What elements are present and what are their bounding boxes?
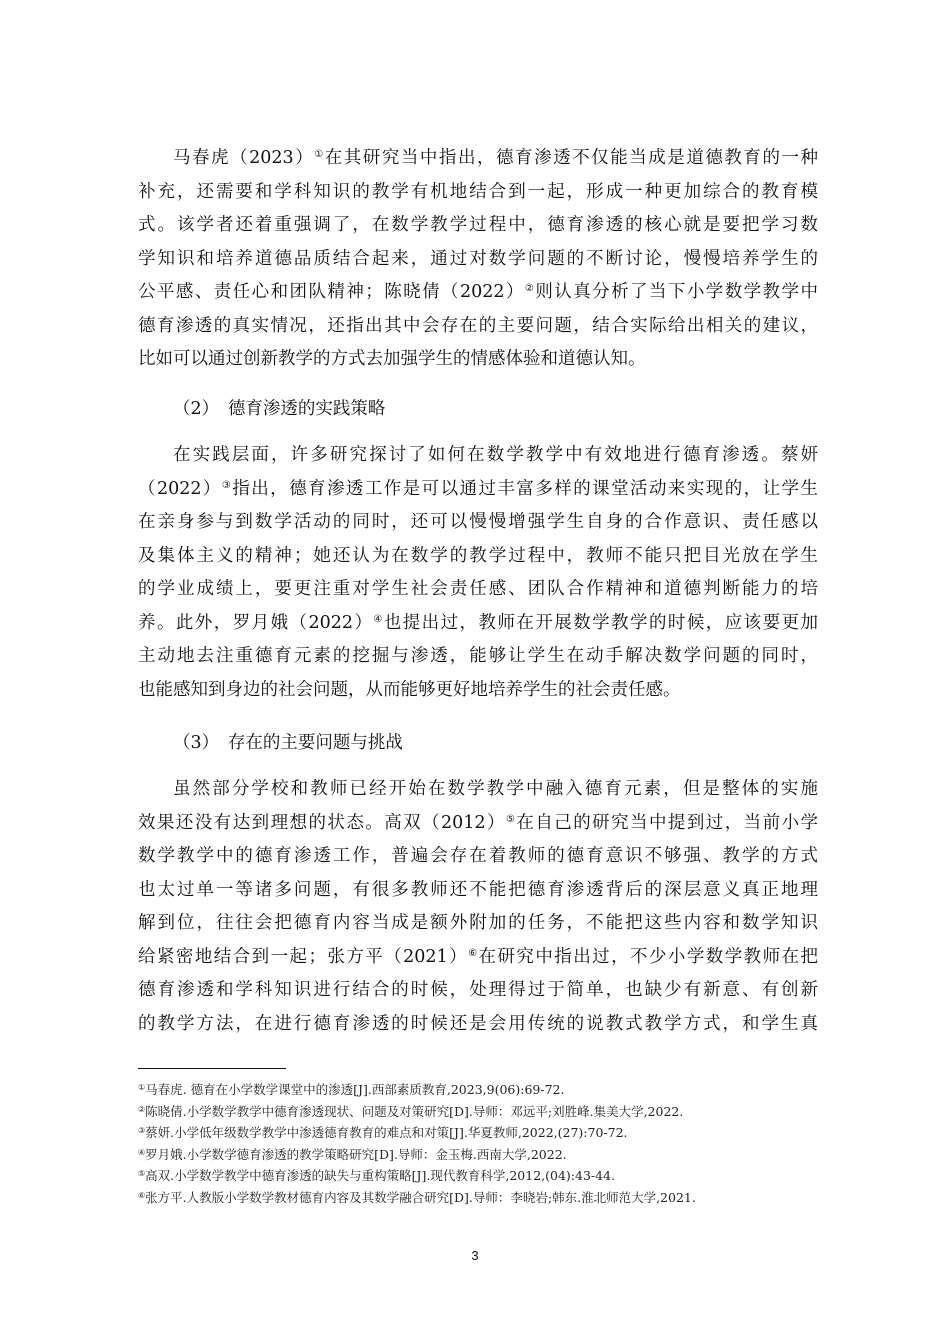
footnote-item: ③蔡妍.小学低年级数学教学中渗透德育教育的难点和对策[J].华夏教师,2022,(27):70-72. <box>138 1125 628 1140</box>
paragraph-line: 解到位，往往会把德育内容当成是额外附加的任务，不能把这些内容和数学知识 <box>138 913 818 933</box>
footnote-ref-6[interactable]: ⑥ <box>468 947 479 959</box>
paragraph-line: 式。该学者还着重强调了，在数学教学过程中，德育渗透的核心就是要把学习数 <box>138 215 818 235</box>
paragraph-line: 比如可以通过创新教学的方式去加强学生的情感体验和道德认知。 <box>138 349 646 369</box>
paragraph-line: 虽然部分学校和教师已经开始在数学教学中融入德育元素，但是整体的实施 <box>173 779 818 799</box>
paragraph-line: 主动地去注重德育元素的挖掘与渗透，能够让学生在动手解决数学问题的同时， <box>138 646 818 666</box>
paragraph-line: 效果还没有达到理想的状态。高双（2012）⑤在自己的研究当中提到过，当前小学 <box>138 812 818 833</box>
page-number: 3 <box>471 1248 479 1263</box>
footnote-item: ②陈晓倩.小学数学教学中德育渗透现状、问题及对策研究[D].导师：邓远平;刘胜峰.集美大学,2022. <box>138 1103 684 1119</box>
paragraph-line: 的学业成绩上，要更注重对学生社会责任感、团队合作精神和道德判断能力的培 <box>138 579 818 599</box>
paragraph-line: 马春虎（2023）①在其研究当中指出，德育渗透不仅能当成是道德教育的一种 <box>173 148 819 168</box>
paragraph-line: 德育渗透的真实情况，还指出其中会存在的主要问题，结合实际给出相关的建议， <box>138 315 818 336</box>
footnote-separator <box>138 1068 286 1069</box>
paragraph-line: 公平感、责任心和团队精神；陈晓倩（2022）②则认真分析了当下小学数学教学中 <box>138 282 818 302</box>
footnote-mark: ② <box>138 1104 146 1114</box>
footnotes <box>138 1078 828 1207</box>
paragraph-line: 学知识和培养道德品质结合起来，通过对数学问题的不断讨论，慢慢培养学生的 <box>138 248 818 269</box>
footnote-ref-1[interactable]: ① <box>314 149 325 160</box>
footnote-mark: ⑥ <box>138 1190 146 1200</box>
footnote-ref-4[interactable]: ④ <box>373 613 384 625</box>
section-heading-3: （3） 存在的主要问题与挑战 <box>173 733 403 753</box>
paragraph-line: 在亲身参与到数学活动的同时，还可以慢慢增强学生自身的合作意识、责任感以 <box>138 512 818 532</box>
footnote-mark: ③ <box>138 1126 146 1135</box>
footnote-mark: ① <box>138 1083 146 1092</box>
paragraph-line: 给紧密地结合到一起；张方平（2021）⑥在研究中指出过，不少小学数学教师在把 <box>138 946 818 967</box>
section-heading-2: （2） 德育渗透的实践策略 <box>173 399 386 419</box>
paragraph-2 <box>138 439 818 707</box>
footnote-item: ④罗月娥.小学数学德育渗透的教学策略研究[D].导师：金玉梅.西南大学,2022. <box>138 1146 567 1162</box>
paragraph-line: 在实践层面，许多研究探讨了如何在数学教学中有效地进行德育渗透。蔡妍 <box>173 445 818 465</box>
paragraph-3 <box>138 773 818 1041</box>
paragraph-line: 养。此外，罗月娥（2022）④也提出过，教师在开展数学教学的时候，应该要更加 <box>138 612 818 633</box>
footnote-item: ⑤高双.小学数学教学中德育渗透的缺失与重构策略[J].现代教育科学,2012,(04):43-44. <box>138 1168 616 1183</box>
footnote-item: ⑥张方平.人教版小学数学教材德育内容及其数学融合研究[D].导师：李晓岩;韩东.淮北师范大学,2021. <box>138 1189 696 1205</box>
footnote-ref-5[interactable]: ⑤ <box>505 813 517 825</box>
footnote-ref-2[interactable]: ② <box>524 283 536 294</box>
paragraph-line: 及集体主义的精神；她还认为在数学的教学过程中，教师不能只把目光放在学生 <box>138 545 818 566</box>
paragraph-1 <box>138 142 818 377</box>
footnote-mark: ④ <box>138 1147 146 1157</box>
paragraph-line: 数学教学中的德育渗透工作，普遍会存在着教师的德育意识不够强、教学的方式 <box>138 846 818 866</box>
footnote-mark: ⑤ <box>138 1169 146 1178</box>
footnote-ref-3[interactable]: ③ <box>221 479 233 491</box>
footnote-item: ①马春虎. 德育在小学数学课堂中的渗透[J].西部素质教育,2023,9(06):69-72. <box>138 1082 565 1097</box>
paragraph-line: 也能感知到身边的社会问题，从而能够更好地培养学生的社会责任感。 <box>138 679 681 700</box>
paragraph-line: 德育渗透和学科知识进行结合的时候，处理得过于简单，也缺少有新意、有创新 <box>138 980 818 1000</box>
paragraph-line: 也太过单一等诸多问题，有很多教师还不能把德育渗透背后的深层意义真正地理 <box>138 879 818 900</box>
paragraph-line: 补充，还需要和学科知识的教学有机地结合到一起，形成一种更加综合的教育模 <box>138 181 818 202</box>
paragraph-line: （2022）③指出，德育渗透工作是可以通过丰富多样的课堂活动来实现的，让学生 <box>138 478 818 499</box>
paragraph-line: 的教学方法，在进行德育渗透的时候还是会用传统的说教式教学方式，和学生真 <box>138 1013 818 1034</box>
